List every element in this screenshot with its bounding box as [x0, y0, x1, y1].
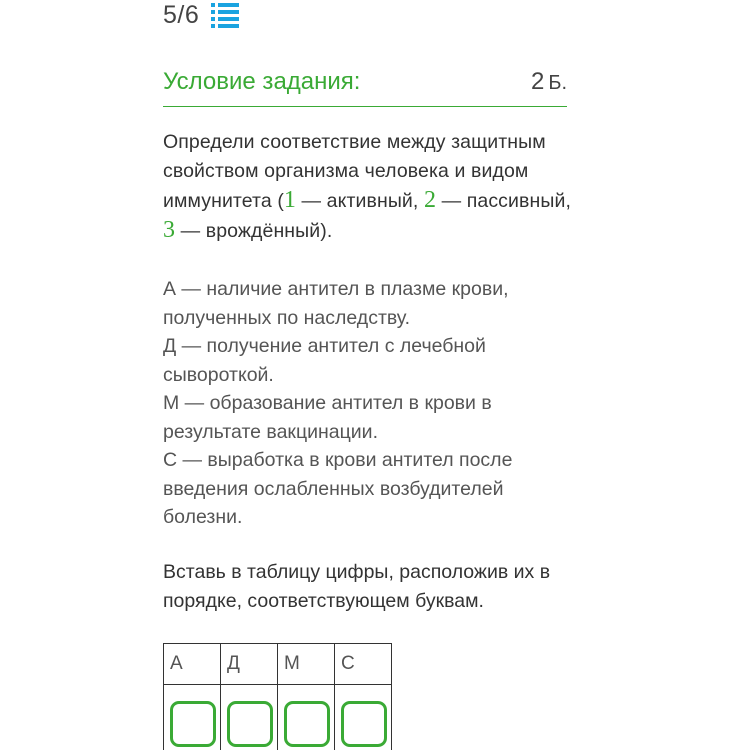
- answer-input-m[interactable]: [284, 701, 330, 747]
- statement-item: Д — получение антител с лечебной сывороткой.: [163, 335, 486, 386]
- statement-list: [163, 275, 573, 532]
- column-letter-d: Д: [221, 644, 278, 685]
- answer-table-header-row: [164, 644, 392, 685]
- points-value: 2: [530, 68, 545, 95]
- option-label-3: — врождённый).: [175, 220, 333, 242]
- option-label-1: — активный,: [296, 190, 424, 212]
- answer-cell: [221, 685, 278, 750]
- column-letter-m: М: [278, 644, 335, 685]
- answer-input-a[interactable]: [170, 701, 216, 747]
- option-number-1: 1: [283, 187, 297, 213]
- answer-input-d[interactable]: [227, 701, 273, 747]
- current-task-number: 5: [163, 0, 178, 29]
- question-part-1: Определи соответствие между защитным свойством организма человека и видом иммунитета (: [163, 131, 546, 212]
- answer-cell: [278, 685, 335, 750]
- answer-instruction: Вставь в таблицу цифры, расположив их в порядке, соответствующем буквам.: [163, 561, 551, 612]
- option-number-2: 2: [423, 187, 437, 213]
- answer-table-input-row: [164, 685, 392, 750]
- task-points: [531, 68, 567, 96]
- answer-cell: [164, 685, 221, 750]
- statement-item: С — выработка в крови антител после введения ослабленных возбудителей болезни.: [163, 449, 513, 528]
- answer-cell: [335, 685, 392, 750]
- option-number-3: 3: [163, 217, 176, 243]
- answer-table: [163, 643, 392, 750]
- answer-input-s[interactable]: [341, 701, 387, 747]
- question-text: [163, 128, 573, 246]
- task-counter: [163, 0, 239, 30]
- statement-item: М — образование антител в крови в результате вакцинации.: [163, 392, 492, 443]
- total-task-count: 6: [184, 0, 200, 29]
- column-letter-s: С: [335, 644, 392, 685]
- column-letter-a: А: [164, 644, 221, 685]
- points-unit: Б.: [548, 72, 567, 94]
- statement-item: А — наличие антител в плазме крови, полученных по наследству.: [163, 278, 509, 329]
- counter-separator: /: [177, 0, 185, 29]
- option-label-2: — пассивный,: [436, 190, 571, 212]
- task-condition-title: Условие задания:: [163, 68, 361, 95]
- task-header: [163, 66, 567, 107]
- list-icon[interactable]: [211, 2, 239, 28]
